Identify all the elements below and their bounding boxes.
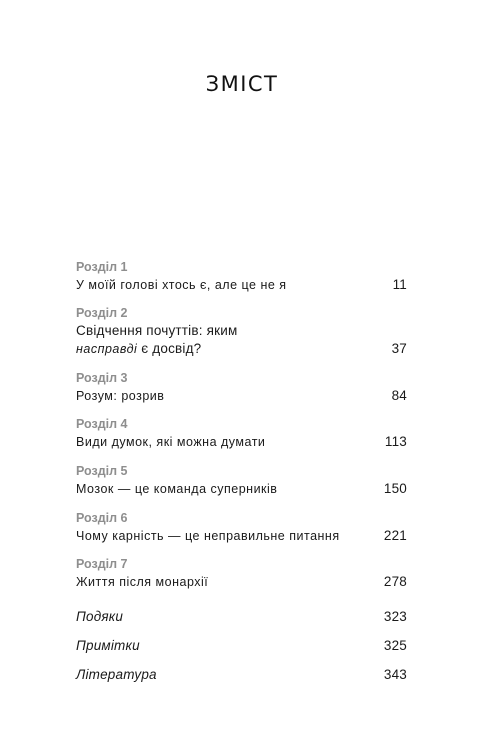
page-number: 221: [383, 528, 407, 543]
page-number: 113: [384, 434, 407, 449]
toc-entry-chapter-1[interactable]: [76, 259, 407, 294]
backmatter-title: Примітки: [76, 638, 140, 653]
page-number: 37: [391, 341, 407, 356]
chapter-title-rest: є досвід?: [137, 341, 202, 356]
toc-entry-chapter-3[interactable]: [76, 370, 407, 405]
chapter-label: Розділ 5: [76, 464, 128, 478]
page-number: 323: [383, 609, 407, 624]
chapter-title-line-1: Свідчення почуттів: яким: [76, 323, 238, 338]
toc-entry-notes[interactable]: [76, 637, 407, 655]
chapter-label: Розділ 1: [76, 260, 128, 274]
page-number: 84: [391, 388, 407, 403]
chapter-title-emphasis: насправді: [76, 342, 138, 356]
chapter-title: Розум: розрив: [76, 389, 165, 403]
backmatter-title: Література: [76, 667, 157, 682]
chapter-title: У моїй голові хтось є, але це не я: [76, 278, 287, 292]
toc-entry-bibliography[interactable]: [76, 666, 407, 684]
chapter-title-line-2: [76, 340, 201, 358]
toc-entry-acknowledgements[interactable]: [76, 608, 407, 626]
toc-entry-chapter-6[interactable]: [76, 510, 407, 545]
page-number: 150: [383, 481, 407, 496]
chapter-title: Чому карність — це неправильне питання: [76, 529, 340, 543]
page-number: 343: [383, 667, 407, 682]
toc-entry-chapter-2[interactable]: [76, 305, 407, 358]
chapter-label: Розділ 2: [76, 306, 128, 320]
toc-entry-chapter-5[interactable]: [76, 463, 407, 498]
page-title: ЗМІСТ: [205, 72, 279, 96]
chapter-label: Розділ 7: [76, 557, 128, 571]
chapter-label: Розділ 6: [76, 511, 128, 525]
chapter-title: Види думок, які можна думати: [76, 435, 266, 449]
page-number: 11: [392, 277, 407, 292]
toc-entry-chapter-4[interactable]: [76, 416, 407, 451]
chapter-title: Мозок — це команда суперників: [76, 482, 278, 496]
toc-entry-chapter-7[interactable]: [76, 556, 407, 591]
page-number: 325: [383, 638, 407, 653]
chapter-label: Розділ 3: [76, 371, 128, 385]
backmatter-title: Подяки: [76, 609, 124, 624]
chapter-label: Розділ 4: [76, 417, 128, 431]
page-number: 278: [383, 574, 407, 589]
chapter-title: Життя після монархії: [76, 575, 209, 589]
